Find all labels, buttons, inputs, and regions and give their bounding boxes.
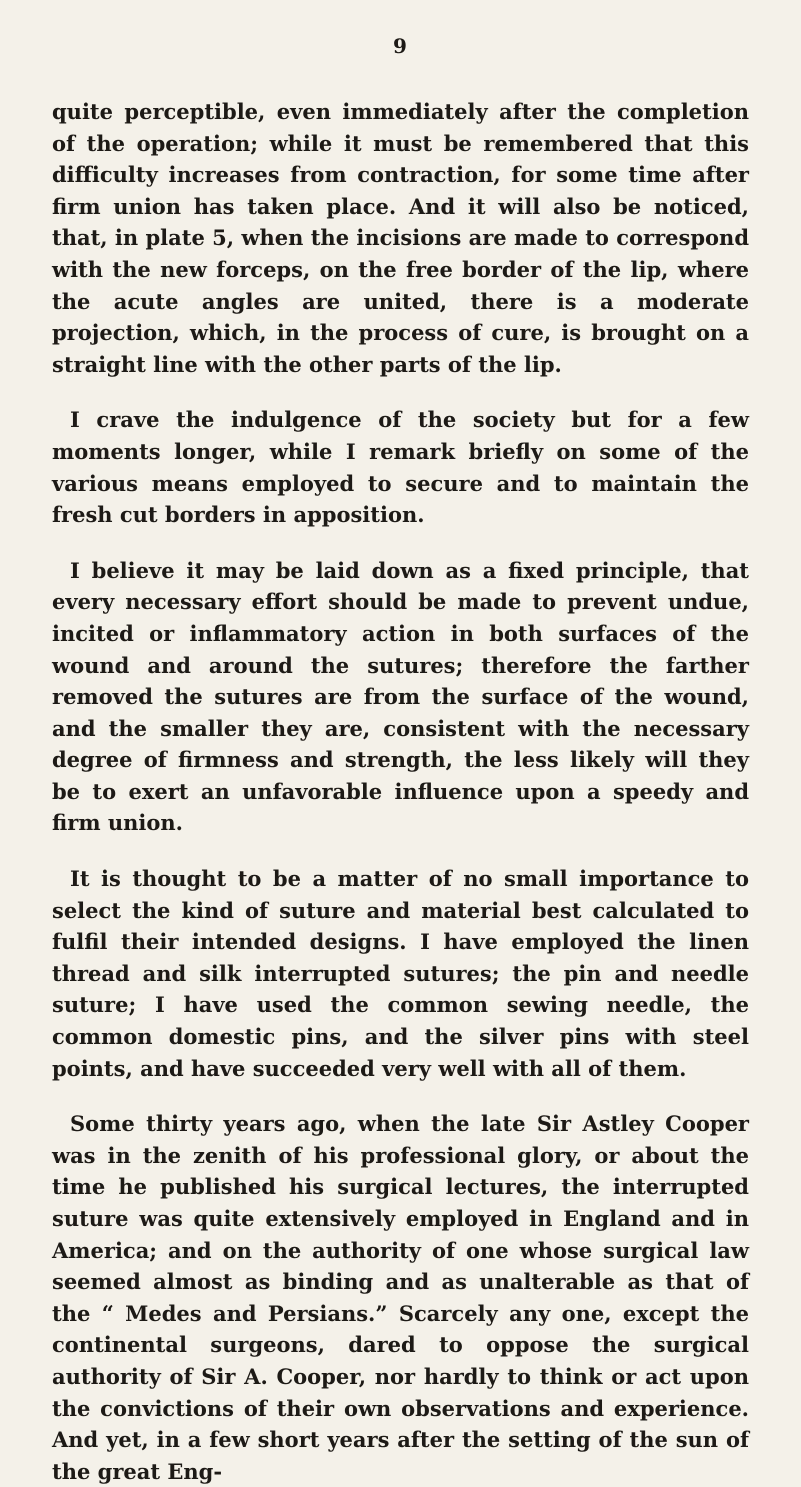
paragraph-2: I crave the indulgence of the society but for a few moments longer, while I remark briefly on some of the various means employed to secure and to maintain the fresh cut borders in apposition.	[52, 407, 749, 528]
paragraph-5: Some thirty years ago, when the late Sir Astley Cooper was in the zenith of his professional glory, or about the time he published his surgical lectures, the interrupted suture was quite extensively employed in England and in America; and on the authority of one whose surgical law seemed almost as binding and as unalterable as that of the “ Medes and Persians.” Scarcely any one, except the continental surgeons, dared to oppose the surgical authority of Sir A. Cooper, nor hardly to think or act upon the convictions of their own observations and experience. And yet, in a few short years after the setting of the sun of the great Eng-	[52, 1111, 749, 1484]
paragraph-3: I believe it may be laid down as a fixed principle, that every necessary effort should be made to prevent undue, incited or inflammatory action in both surfaces of the wound and around the sutures; therefore the farther removed the sutures are from the surface of the wound, and the smaller they are, consistent with the necessary degree of firmness and strength, the less likely will they be to exert an unfavorable influence upon a speedy and firm union.	[52, 557, 749, 836]
paragraph-1: quite perceptible, even immediately after the completion of the operation; while it must be remembered that this difficulty increases from contraction, for some time after firm union has taken place. And it will also be noticed, that, in plate 5, when the incisions are made to correspond with the new forceps, on the free border of the lip, where the acute angles are united, there is a moderate projection, which, in the process of cure, is brought on a straight line with the other parts of the lip.	[52, 99, 749, 377]
page-number: 9	[393, 34, 408, 58]
body-text	[52, 96, 749, 1487]
paragraph-4: It is thought to be a matter of no small importance to select the kind of suture and material best calculated to fulfil their intended designs. I have employed the linen thread and silk interrupted sutures; the pin and needle suture; I have used the common sewing needle, the common domestic pins, and the silver pins with steel points, and have succeeded very well with all of them.	[52, 866, 749, 1081]
